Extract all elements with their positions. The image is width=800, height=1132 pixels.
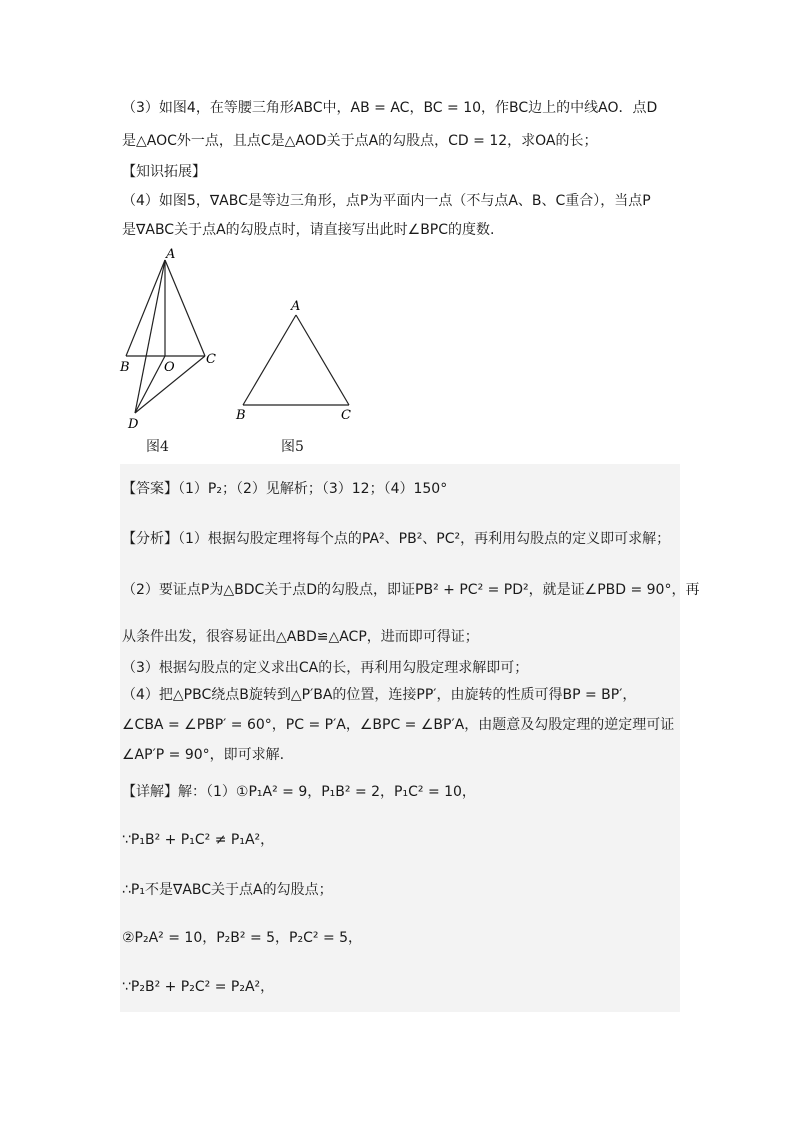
fig5-label-b: B <box>236 408 246 423</box>
fig4-label-a: A <box>166 247 176 262</box>
fig5-label-a: A <box>291 299 301 314</box>
analysis-line-4c: ∠AP′P = 90°，即可求解. <box>122 747 285 763</box>
detail-line-3: ∴P₁不是∇ABC关于点A的勾股点； <box>122 882 333 898</box>
fig4-label-o: O <box>164 360 175 375</box>
detail-line-1: 【详解】解：（1）①P₁A² = 9，P₁B² = 2，P₁C² = 10， <box>122 784 476 800</box>
analysis-line-4a: （4）把△PBC绕点B旋转到△P′BA的位置，连接PP′，由旋转的性质可得BP = BP′， <box>122 687 637 703</box>
question-3-line-1: （3）如图4，在等腰三角形ABC中，AB = AC，BC = 10，作BC边上的中线AO．点D <box>122 100 658 116</box>
analysis-line-2a: （2）要证点P为△BDC关于点D的勾股点，即证PB² + PC² = PD²，就是证∠PBD = 90°，再 <box>122 582 700 598</box>
figure-4-caption: 图4 <box>146 439 169 455</box>
question-3-line-2: 是△AOC外一点，且点C是△AOD关于点A的勾股点，CD = 12，求OA的长； <box>122 133 598 149</box>
fig5-label-c: C <box>341 408 351 423</box>
detail-line-4: ②P₂A² = 10，P₂B² = 5，P₂C² = 5， <box>122 930 363 946</box>
detail-line-5: ∵P₂B² + P₂C² = P₂A²， <box>122 979 275 995</box>
analysis-line-2b: 从条件出发，很容易证出△ABD≌△ACP，进而即可得证； <box>122 629 479 645</box>
question-4-line-2: 是∇ABC关于点A的勾股点时，请直接写出此时∠BPC的度数. <box>122 222 495 238</box>
fig4-label-d: D <box>128 417 139 432</box>
figure-4-diagram <box>115 245 225 435</box>
fig4-label-c: C <box>206 352 216 367</box>
figure-5-caption: 图5 <box>281 439 304 455</box>
answer-line: 【答案】（1）P₂；（2）见解析；（3）12；（4）150° <box>122 481 448 497</box>
fig4-label-b: B <box>120 360 130 375</box>
question-4-line-1: （4）如图5，∇ABC是等边三角形，点P为平面内一点（不与点A、B、C重合），当点P <box>122 193 651 209</box>
detail-line-2: ∵P₁B² + P₁C² ≠ P₁A²， <box>122 832 275 848</box>
analysis-line-1: 【分析】（1）根据勾股定理将每个点的PA²、PB²、PC²，再利用勾股点的定义即可求解； <box>122 531 671 547</box>
figure-5-diagram <box>232 295 362 425</box>
analysis-line-4b: ∠CBA = ∠PBP′ = 60°，PC = P′A，∠BPC = ∠BP′A，由题意及勾股定理的逆定理可证 <box>122 717 675 733</box>
analysis-line-3: （3）根据勾股点的定义求出CA的长，再利用勾股定理求解即可； <box>122 660 529 676</box>
knowledge-extension-heading: 【知识拓展】 <box>122 164 206 180</box>
